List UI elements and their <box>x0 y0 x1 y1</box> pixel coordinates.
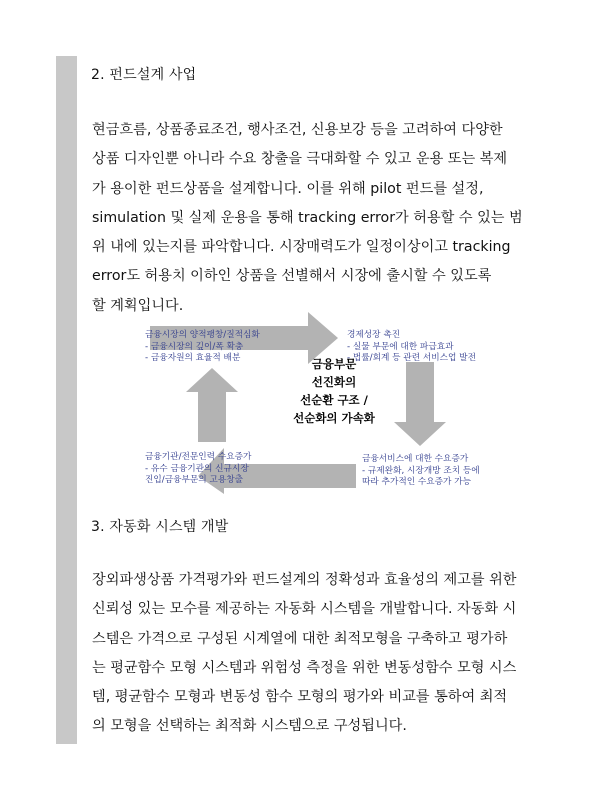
label-top-left <box>145 330 260 365</box>
paragraph-line: 신뢰성 있는 모수를 제공하는 자동화 시스템을 개발합니다. 자동화 시 <box>92 601 517 618</box>
diagram-center-title <box>284 355 384 427</box>
arrow-right <box>394 362 446 446</box>
paragraph-line: 템, 평균함수 모형과 변동성 함수 모형의 평가와 비교를 통하여 최적 <box>92 689 508 706</box>
paragraph-line: 가 용이한 펀드상품을 설계합니다. 이를 위해 pilot 펀드를 설정, <box>92 180 484 197</box>
center-line: 금융부문 <box>311 357 357 371</box>
label-line: - 금융시장의 깊이/폭 확충 <box>145 341 244 352</box>
label-line: 금융시장의 양적팽창/질적심화 <box>145 330 260 340</box>
label-line: - 금융자원의 효율적 배분 <box>145 353 241 363</box>
paragraph-line: simulation 및 실제 운용을 통해 tracking error가 허용할 수 있는 범 <box>92 209 523 226</box>
paragraph-line: 의 모형을 선택하는 최적화 시스템으로 구성됩니다. <box>92 718 407 735</box>
section-3-heading: 3. 자동화 시스템 개발 <box>91 519 229 535</box>
label-line: 진입/금융부문의 고용창출 <box>145 475 244 485</box>
label-line: - 유수 금융기관의 신규시장 <box>145 463 249 474</box>
label-line: - 규제완화, 시장개방 조치 등에 <box>362 465 480 476</box>
label-bottom-right <box>362 454 480 489</box>
section-2-paragraph <box>92 116 570 321</box>
paragraph-line: 현금흐름, 상품종료조건, 행사조건, 신용보강 등을 고려하여 다양한 <box>92 122 503 138</box>
label-bottom-left <box>145 452 251 487</box>
section-3-paragraph <box>92 566 570 742</box>
paragraph-line: 위 내에 있는지를 파악합니다. 시장매력도가 일정이상이고 tracking <box>92 239 511 256</box>
label-line: 따라 추가적인 수요증가 가능 <box>362 477 471 487</box>
center-line: 선순화의 가속화 <box>293 411 375 425</box>
label-line: - 실물 부문에 대한 파급효과 <box>347 341 454 352</box>
paragraph-line: 장외파생상품 가격평가와 펀드설계의 정확성과 효율성의 제고를 위한 <box>92 572 517 588</box>
label-line: 금융기관/전문인력 수요증가 <box>145 452 252 462</box>
paragraph-line: 는 평균함수 모형 시스템과 위험성 측정을 위한 변동성함수 모형 시스 <box>92 659 517 676</box>
paragraph-line: 스템은 가격으로 구성된 시계열에 대한 최적모형을 구축하고 평가하 <box>92 630 508 647</box>
label-line: 경제성장 촉진 <box>347 330 401 340</box>
virtuous-cycle-diagram <box>140 304 480 500</box>
label-line: - 법률/회계 등 관련 서비스업 발전 <box>347 353 476 363</box>
margin-bar <box>56 56 77 744</box>
label-line: 금융서비스에 대한 수요증가 <box>362 454 469 464</box>
arrow-left <box>186 368 238 442</box>
center-line: 선순환 구조 / <box>300 393 368 407</box>
section-2-heading: 2. 펀드설계 사업 <box>91 67 197 83</box>
paragraph-line: 상품 디자인뿐 아니라 수요 창출을 극대화할 수 있고 운용 또는 복제 <box>92 151 508 168</box>
paragraph-line: 할 계획입니다. <box>92 297 184 314</box>
paragraph-line: error도 허용치 이하인 상품을 선별해서 시장에 출시할 수 있도록 <box>92 268 492 285</box>
center-line: 선진화의 <box>311 375 357 389</box>
